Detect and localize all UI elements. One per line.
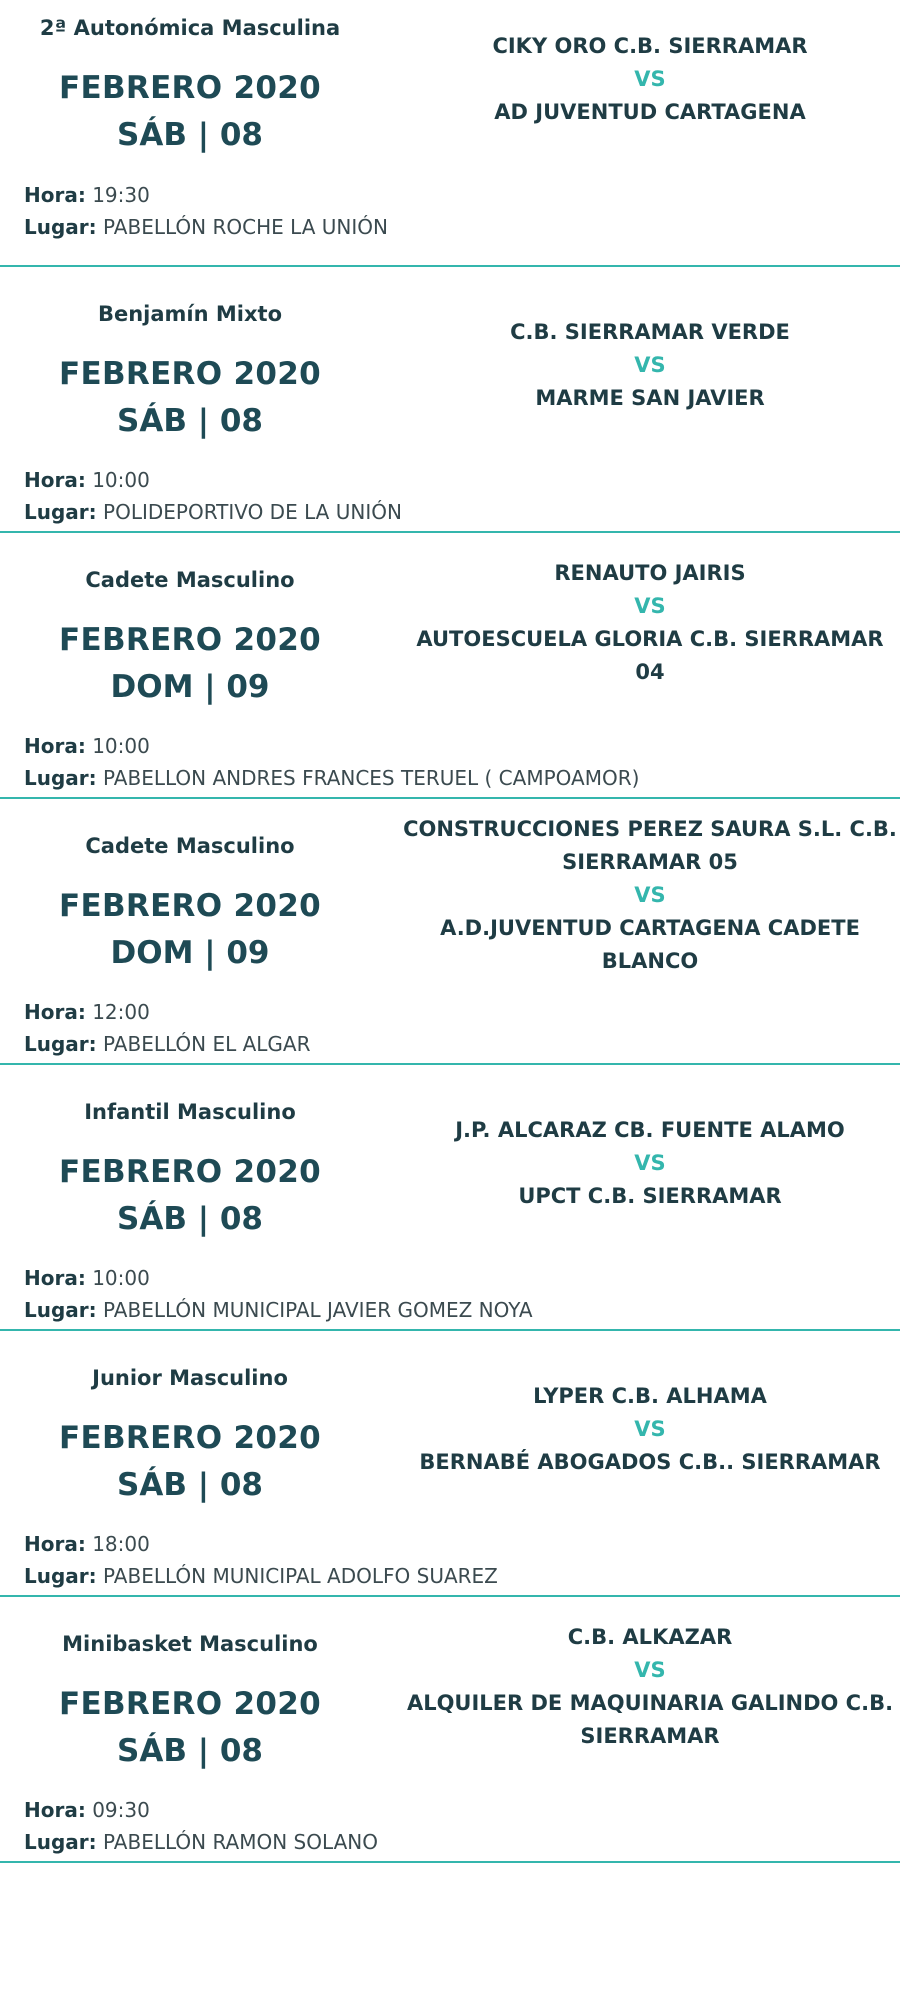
home-team: RENAUTO JAIRIS (554, 561, 746, 585)
time-value: 18:00 (92, 1532, 150, 1556)
time-label: Hora: (24, 468, 86, 492)
time-label: Hora: (24, 1266, 86, 1290)
vs-label: VS (634, 353, 666, 377)
away-team: UPCT C.B. SIERRAMAR (518, 1184, 782, 1208)
match-time (24, 468, 150, 492)
venue-label: Lugar: (24, 215, 97, 239)
match-card (0, 533, 900, 799)
match-month: FEBRERO 2020 (59, 356, 321, 392)
match-card (0, 1597, 900, 1863)
venue-label: Lugar: (24, 1298, 97, 1322)
time-value: 19:30 (92, 183, 150, 207)
match-venue (24, 1564, 498, 1588)
match-time (24, 1000, 150, 1024)
home-team: CONSTRUCCIONES PEREZ SAURA S.L. C.B. SIERRAMAR 05 (403, 817, 897, 874)
time-label: Hora: (24, 1000, 86, 1024)
match-venue (24, 1830, 378, 1854)
match-month: FEBRERO 2020 (59, 1686, 321, 1722)
match-category: Cadete Masculino (85, 834, 295, 858)
match-day: SÁB | 08 (117, 1733, 263, 1769)
time-value: 12:00 (92, 1000, 150, 1024)
match-time (24, 1266, 150, 1290)
away-team: A.D.JUVENTUD CARTAGENA CADETE BLANCO (440, 916, 860, 973)
away-team: AUTOESCUELA GLORIA C.B. SIERRAMAR 04 (416, 627, 884, 684)
match-day: SÁB | 08 (117, 117, 263, 153)
home-team: C.B. SIERRAMAR VERDE (510, 320, 790, 344)
match-venue (24, 215, 388, 239)
match-venue (24, 766, 639, 790)
match-day: DOM | 09 (110, 935, 270, 971)
match-month: FEBRERO 2020 (59, 888, 321, 924)
match-teams (400, 557, 900, 689)
time-value: 10:00 (92, 1266, 150, 1290)
vs-label: VS (634, 1417, 666, 1441)
match-teams (400, 30, 900, 129)
time-label: Hora: (24, 734, 86, 758)
match-time (24, 734, 150, 758)
venue-value: PABELLÓN MUNICIPAL ADOLFO SUAREZ (103, 1564, 498, 1588)
home-team: CIKY ORO C.B. SIERRAMAR (492, 34, 808, 58)
match-card (0, 1331, 900, 1597)
match-teams (400, 813, 900, 978)
venue-label: Lugar: (24, 500, 97, 524)
away-team: BERNABÉ ABOGADOS C.B.. SIERRAMAR (419, 1450, 881, 1474)
venue-label: Lugar: (24, 1830, 97, 1854)
venue-value: PABELLON ANDRES FRANCES TERUEL ( CAMPOAMOR) (103, 766, 640, 790)
match-month: FEBRERO 2020 (59, 70, 321, 106)
home-team: C.B. ALKAZAR (567, 1625, 733, 1649)
vs-label: VS (634, 1658, 666, 1682)
venue-value: PABELLÓN RAMON SOLANO (103, 1830, 378, 1854)
venue-value: PABELLÓN ROCHE LA UNIÓN (103, 215, 388, 239)
match-card (0, 799, 900, 1065)
match-month: FEBRERO 2020 (59, 1154, 321, 1190)
match-category: Benjamín Mixto (97, 302, 283, 326)
match-day: SÁB | 08 (117, 403, 263, 439)
venue-label: Lugar: (24, 1564, 97, 1588)
match-category: Cadete Masculino (85, 568, 295, 592)
match-category: Minibasket Masculino (62, 1632, 318, 1656)
home-team: LYPER C.B. ALHAMA (533, 1384, 767, 1408)
venue-value: POLIDEPORTIVO DE LA UNIÓN (103, 500, 402, 524)
match-day: SÁB | 08 (117, 1201, 263, 1237)
match-time (24, 1798, 150, 1822)
time-value: 10:00 (92, 468, 150, 492)
vs-label: VS (634, 594, 666, 618)
match-teams (400, 1380, 900, 1479)
match-venue (24, 1298, 533, 1322)
match-day: DOM | 09 (110, 669, 270, 705)
match-category: Junior Masculino (92, 1366, 288, 1390)
match-category: Infantil Masculino (84, 1100, 296, 1124)
match-teams (400, 1114, 900, 1213)
venue-label: Lugar: (24, 1032, 97, 1056)
match-day: SÁB | 08 (117, 1467, 263, 1503)
vs-label: VS (634, 1151, 666, 1175)
match-venue (24, 500, 402, 524)
match-teams (400, 1621, 900, 1753)
venue-label: Lugar: (24, 766, 97, 790)
match-teams (400, 316, 900, 415)
match-month: FEBRERO 2020 (59, 1420, 321, 1456)
match-time (24, 1532, 150, 1556)
match-venue (24, 1032, 311, 1056)
vs-label: VS (634, 883, 666, 907)
match-time (24, 183, 150, 207)
venue-value: PABELLÓN EL ALGAR (103, 1032, 311, 1056)
match-card (0, 267, 900, 533)
time-label: Hora: (24, 1798, 86, 1822)
match-card (0, 0, 900, 267)
time-label: Hora: (24, 183, 86, 207)
away-team: AD JUVENTUD CARTAGENA (494, 100, 806, 124)
away-team: MARME SAN JAVIER (535, 386, 765, 410)
match-month: FEBRERO 2020 (59, 622, 321, 658)
match-category: 2ª Autonómica Masculina (39, 16, 341, 40)
away-team: ALQUILER DE MAQUINARIA GALINDO C.B. SIERRAMAR (406, 1691, 894, 1748)
match-card (0, 1065, 900, 1331)
time-label: Hora: (24, 1532, 86, 1556)
vs-label: VS (634, 67, 666, 91)
time-value: 10:00 (92, 734, 150, 758)
venue-value: PABELLÓN MUNICIPAL JAVIER GOMEZ NOYA (103, 1298, 533, 1322)
home-team: J.P. ALCARAZ CB. FUENTE ALAMO (455, 1118, 845, 1142)
time-value: 09:30 (92, 1798, 150, 1822)
